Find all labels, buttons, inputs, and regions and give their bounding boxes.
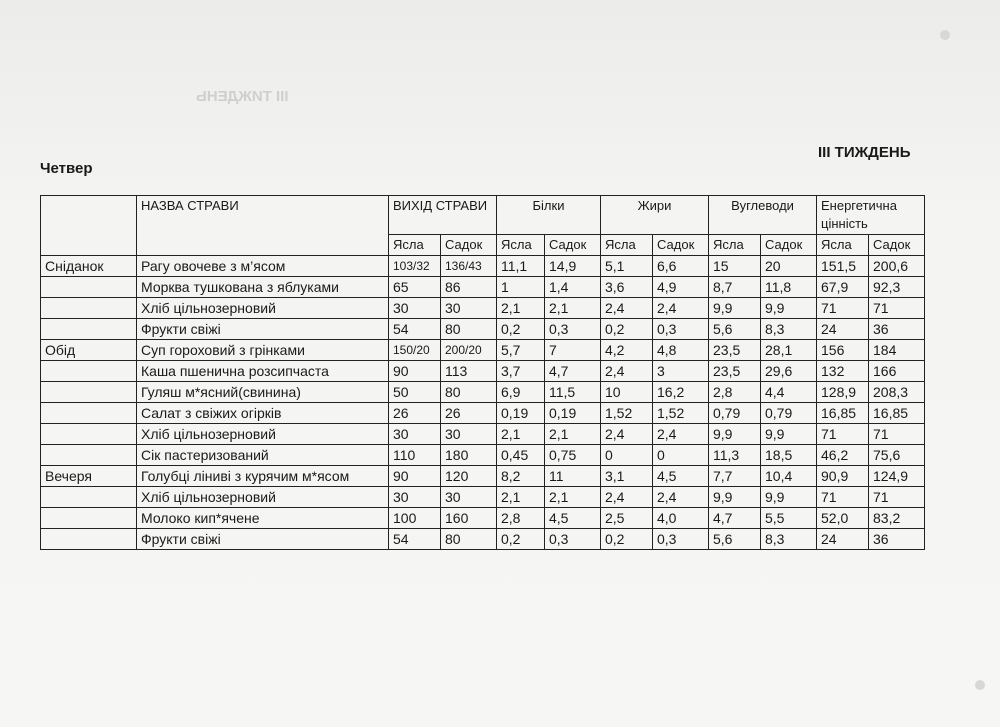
output-header: ВИХІД СТРАВИ	[389, 196, 497, 235]
output-nursery-header: Ясла	[389, 235, 441, 256]
energy-kindergarten-cell: 71	[869, 487, 925, 508]
carbs-header: Вуглеводи	[709, 196, 817, 235]
output-kindergarten-cell: 160	[441, 508, 497, 529]
fats-kindergarten-cell: 2,4	[653, 424, 709, 445]
proteins-kindergarten-cell: 2,1	[545, 298, 601, 319]
dish-name-cell: Морква тушкована з яблуками	[137, 277, 389, 298]
proteins-nursery-cell: 1	[497, 277, 545, 298]
output-kindergarten-cell: 26	[441, 403, 497, 424]
output-kindergarten-cell: 136/43	[441, 256, 497, 277]
meal-cell	[41, 529, 137, 550]
day-label: Четвер	[40, 160, 93, 177]
energy-kindergarten-cell: 83,2	[869, 508, 925, 529]
energy-nursery-cell: 16,85	[817, 403, 869, 424]
punch-hole	[940, 30, 950, 40]
output-nursery-cell: 90	[389, 361, 441, 382]
fats-kindergarten-cell: 0	[653, 445, 709, 466]
carbs-kindergarten-cell: 4,4	[761, 382, 817, 403]
output-nursery-cell: 30	[389, 298, 441, 319]
week-label: III ТИЖДЕНЬ	[818, 144, 911, 161]
carbs-nursery-cell: 9,9	[709, 424, 761, 445]
carbs-kindergarten-cell: 11,8	[761, 277, 817, 298]
proteins-nursery-cell: 2,1	[497, 298, 545, 319]
output-kindergarten-cell: 113	[441, 361, 497, 382]
meal-cell	[41, 487, 137, 508]
energy-nursery-header: Ясла	[817, 235, 869, 256]
carbs-kindergarten-cell: 28,1	[761, 340, 817, 361]
carbs-kindergarten-header: Садок	[761, 235, 817, 256]
carbs-kindergarten-cell: 9,9	[761, 487, 817, 508]
dish-name-cell: Голубці ліниві з курячим м*ясом	[137, 466, 389, 487]
carbs-kindergarten-cell: 9,9	[761, 424, 817, 445]
fats-kindergarten-cell: 16,2	[653, 382, 709, 403]
proteins-kindergarten-cell: 0,3	[545, 529, 601, 550]
output-nursery-cell: 54	[389, 529, 441, 550]
output-nursery-cell: 100	[389, 508, 441, 529]
fats-nursery-cell: 3,6	[601, 277, 653, 298]
meal-cell	[41, 277, 137, 298]
energy-nursery-cell: 24	[817, 319, 869, 340]
carbs-kindergarten-cell: 9,9	[761, 298, 817, 319]
meal-header-cell	[41, 196, 137, 256]
fats-kindergarten-cell: 6,6	[653, 256, 709, 277]
dish-name-cell: Гуляш м*ясний(свинина)	[137, 382, 389, 403]
energy-kindergarten-cell: 208,3	[869, 382, 925, 403]
fats-kindergarten-cell: 4,0	[653, 508, 709, 529]
fats-kindergarten-cell: 0,3	[653, 529, 709, 550]
output-nursery-cell: 150/20	[389, 340, 441, 361]
meal-cell	[41, 445, 137, 466]
dish-name-cell: Фрукти свіжі	[137, 529, 389, 550]
proteins-kindergarten-cell: 14,9	[545, 256, 601, 277]
carbs-nursery-header: Ясла	[709, 235, 761, 256]
output-kindergarten-cell: 86	[441, 277, 497, 298]
proteins-nursery-cell: 2,1	[497, 424, 545, 445]
meal-cell: Обід	[41, 340, 137, 361]
meal-cell	[41, 403, 137, 424]
proteins-kindergarten-cell: 0,3	[545, 319, 601, 340]
fats-nursery-header: Ясла	[601, 235, 653, 256]
energy-kindergarten-cell: 16,85	[869, 403, 925, 424]
dish-name-cell: Фрукти свіжі	[137, 319, 389, 340]
table-row	[41, 277, 925, 298]
carbs-nursery-cell: 4,7	[709, 508, 761, 529]
energy-kindergarten-cell: 71	[869, 298, 925, 319]
fats-nursery-cell: 10	[601, 382, 653, 403]
proteins-kindergarten-cell: 4,5	[545, 508, 601, 529]
proteins-nursery-cell: 0,2	[497, 319, 545, 340]
dish-name-header: НАЗВА СТРАВИ	[137, 196, 389, 256]
energy-header: Енергетична цінність	[817, 196, 925, 235]
fats-kindergarten-cell: 4,9	[653, 277, 709, 298]
carbs-kindergarten-cell: 0,79	[761, 403, 817, 424]
carbs-nursery-cell: 8,7	[709, 277, 761, 298]
dish-name-cell: Хліб цільнозерновий	[137, 487, 389, 508]
dish-name-cell: Хліб цільнозерновий	[137, 298, 389, 319]
fats-nursery-cell: 2,4	[601, 298, 653, 319]
fats-nursery-cell: 2,4	[601, 361, 653, 382]
proteins-nursery-cell: 2,1	[497, 487, 545, 508]
fats-nursery-cell: 3,1	[601, 466, 653, 487]
output-kindergarten-cell: 200/20	[441, 340, 497, 361]
proteins-nursery-cell: 0,45	[497, 445, 545, 466]
menu-table	[40, 195, 925, 550]
energy-nursery-cell: 67,9	[817, 277, 869, 298]
fats-kindergarten-cell: 0,3	[653, 319, 709, 340]
fats-nursery-cell: 4,2	[601, 340, 653, 361]
proteins-kindergarten-cell: 11	[545, 466, 601, 487]
meal-cell: Сніданок	[41, 256, 137, 277]
table-row	[41, 298, 925, 319]
table-row	[41, 256, 925, 277]
fats-nursery-cell: 1,52	[601, 403, 653, 424]
carbs-kindergarten-cell: 5,5	[761, 508, 817, 529]
fats-kindergarten-cell: 2,4	[653, 487, 709, 508]
dish-name-cell: Молоко кип*ячене	[137, 508, 389, 529]
carbs-nursery-cell: 11,3	[709, 445, 761, 466]
proteins-nursery-cell: 8,2	[497, 466, 545, 487]
carbs-kindergarten-cell: 8,3	[761, 319, 817, 340]
output-nursery-cell: 30	[389, 487, 441, 508]
carbs-nursery-cell: 9,9	[709, 298, 761, 319]
fats-nursery-cell: 0,2	[601, 529, 653, 550]
fats-nursery-cell: 2,5	[601, 508, 653, 529]
dish-name-cell: Салат з свіжих огірків	[137, 403, 389, 424]
fats-kindergarten-cell: 2,4	[653, 298, 709, 319]
energy-nursery-cell: 71	[817, 424, 869, 445]
table-row	[41, 319, 925, 340]
fats-kindergarten-cell: 4,8	[653, 340, 709, 361]
carbs-nursery-cell: 23,5	[709, 340, 761, 361]
carbs-nursery-cell: 5,6	[709, 529, 761, 550]
output-kindergarten-cell: 30	[441, 298, 497, 319]
proteins-nursery-cell: 6,9	[497, 382, 545, 403]
output-nursery-cell: 30	[389, 424, 441, 445]
output-kindergarten-cell: 120	[441, 466, 497, 487]
output-kindergarten-cell: 30	[441, 424, 497, 445]
output-kindergarten-cell: 30	[441, 487, 497, 508]
energy-nursery-cell: 156	[817, 340, 869, 361]
carbs-nursery-cell: 23,5	[709, 361, 761, 382]
meal-cell	[41, 424, 137, 445]
carbs-kindergarten-cell: 18,5	[761, 445, 817, 466]
table-row	[41, 424, 925, 445]
proteins-nursery-cell: 0,19	[497, 403, 545, 424]
carbs-nursery-cell: 5,6	[709, 319, 761, 340]
energy-kindergarten-header: Садок	[869, 235, 925, 256]
energy-kindergarten-cell: 71	[869, 424, 925, 445]
carbs-kindergarten-cell: 10,4	[761, 466, 817, 487]
proteins-nursery-header: Ясла	[497, 235, 545, 256]
fats-nursery-cell: 0,2	[601, 319, 653, 340]
table-row	[41, 382, 925, 403]
dish-name-cell: Рагу овочеве з м’ясом	[137, 256, 389, 277]
proteins-header: Білки	[497, 196, 601, 235]
dish-name-cell: Суп гороховий з грінками	[137, 340, 389, 361]
meal-cell	[41, 508, 137, 529]
dish-name-cell: Хліб цільнозерновий	[137, 424, 389, 445]
energy-kindergarten-cell: 92,3	[869, 277, 925, 298]
table-row	[41, 340, 925, 361]
proteins-nursery-cell: 2,8	[497, 508, 545, 529]
bleed-through-text: III ТИЖДЕНЬ	[196, 88, 289, 105]
table-row	[41, 445, 925, 466]
energy-nursery-cell: 46,2	[817, 445, 869, 466]
fats-kindergarten-header: Садок	[653, 235, 709, 256]
carbs-kindergarten-cell: 20	[761, 256, 817, 277]
fats-kindergarten-cell: 4,5	[653, 466, 709, 487]
table-row	[41, 529, 925, 550]
meal-cell: Вечеря	[41, 466, 137, 487]
output-nursery-cell: 103/32	[389, 256, 441, 277]
fats-kindergarten-cell: 3	[653, 361, 709, 382]
meal-cell	[41, 361, 137, 382]
proteins-kindergarten-cell: 1,4	[545, 277, 601, 298]
proteins-kindergarten-cell: 7	[545, 340, 601, 361]
proteins-kindergarten-cell: 11,5	[545, 382, 601, 403]
energy-nursery-cell: 52,0	[817, 508, 869, 529]
carbs-kindergarten-cell: 8,3	[761, 529, 817, 550]
proteins-kindergarten-header: Садок	[545, 235, 601, 256]
fats-header: Жири	[601, 196, 709, 235]
energy-nursery-cell: 24	[817, 529, 869, 550]
proteins-kindergarten-cell: 0,75	[545, 445, 601, 466]
table-row	[41, 403, 925, 424]
output-kindergarten-cell: 80	[441, 529, 497, 550]
carbs-nursery-cell: 15	[709, 256, 761, 277]
output-kindergarten-cell: 80	[441, 382, 497, 403]
proteins-kindergarten-cell: 2,1	[545, 424, 601, 445]
carbs-kindergarten-cell: 29,6	[761, 361, 817, 382]
carbs-nursery-cell: 0,79	[709, 403, 761, 424]
meal-cell	[41, 298, 137, 319]
energy-kindergarten-cell: 36	[869, 529, 925, 550]
proteins-nursery-cell: 3,7	[497, 361, 545, 382]
energy-nursery-cell: 71	[817, 298, 869, 319]
proteins-kindergarten-cell: 2,1	[545, 487, 601, 508]
output-nursery-cell: 110	[389, 445, 441, 466]
proteins-nursery-cell: 5,7	[497, 340, 545, 361]
fats-nursery-cell: 2,4	[601, 424, 653, 445]
output-nursery-cell: 26	[389, 403, 441, 424]
output-nursery-cell: 50	[389, 382, 441, 403]
fats-nursery-cell: 2,4	[601, 487, 653, 508]
energy-nursery-cell: 71	[817, 487, 869, 508]
energy-kindergarten-cell: 184	[869, 340, 925, 361]
output-kindergarten-cell: 180	[441, 445, 497, 466]
carbs-nursery-cell: 9,9	[709, 487, 761, 508]
output-kindergarten-header: Садок	[441, 235, 497, 256]
output-nursery-cell: 65	[389, 277, 441, 298]
table-row	[41, 466, 925, 487]
proteins-nursery-cell: 11,1	[497, 256, 545, 277]
energy-nursery-cell: 132	[817, 361, 869, 382]
fats-nursery-cell: 5,1	[601, 256, 653, 277]
output-kindergarten-cell: 80	[441, 319, 497, 340]
energy-kindergarten-cell: 124,9	[869, 466, 925, 487]
dish-name-cell: Сік пастеризований	[137, 445, 389, 466]
output-nursery-cell: 90	[389, 466, 441, 487]
proteins-nursery-cell: 0,2	[497, 529, 545, 550]
meal-cell	[41, 319, 137, 340]
output-nursery-cell: 54	[389, 319, 441, 340]
carbs-nursery-cell: 2,8	[709, 382, 761, 403]
carbs-nursery-cell: 7,7	[709, 466, 761, 487]
energy-nursery-cell: 90,9	[817, 466, 869, 487]
table-row	[41, 487, 925, 508]
header-row	[41, 196, 925, 235]
energy-nursery-cell: 151,5	[817, 256, 869, 277]
table-row	[41, 361, 925, 382]
table-row	[41, 508, 925, 529]
proteins-kindergarten-cell: 0,19	[545, 403, 601, 424]
fats-nursery-cell: 0	[601, 445, 653, 466]
energy-kindergarten-cell: 166	[869, 361, 925, 382]
punch-hole	[975, 680, 985, 690]
meal-cell	[41, 382, 137, 403]
proteins-kindergarten-cell: 4,7	[545, 361, 601, 382]
energy-kindergarten-cell: 200,6	[869, 256, 925, 277]
fats-kindergarten-cell: 1,52	[653, 403, 709, 424]
energy-kindergarten-cell: 36	[869, 319, 925, 340]
energy-kindergarten-cell: 75,6	[869, 445, 925, 466]
dish-name-cell: Каша пшенична розсипчаста	[137, 361, 389, 382]
energy-nursery-cell: 128,9	[817, 382, 869, 403]
